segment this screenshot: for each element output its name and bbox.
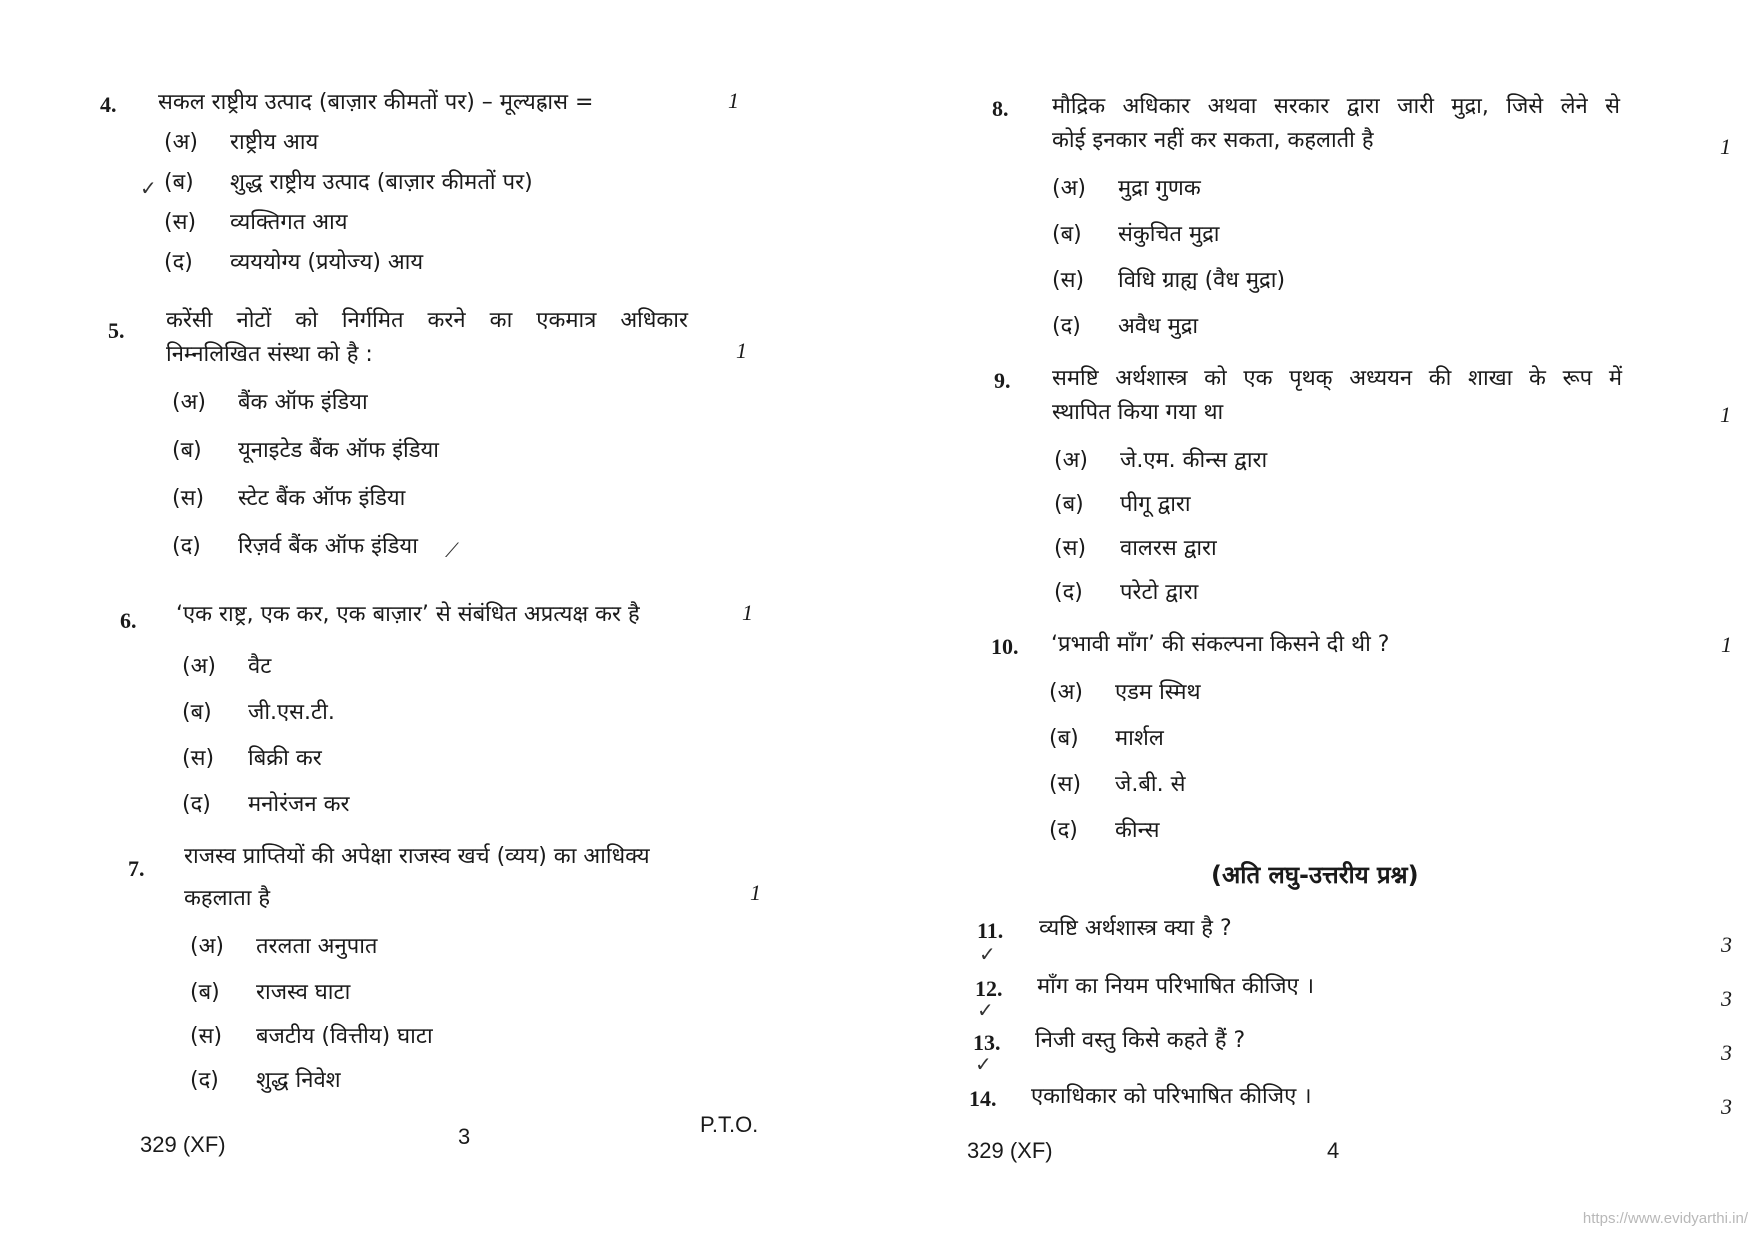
- question-text: माँग का नियम परिभाषित कीजिए ।: [1037, 974, 1315, 999]
- option-a: (अ) जे.एम. कीन्स द्वारा: [1054, 448, 1268, 473]
- option-b: (ब) संकुचित मुद्रा: [1052, 222, 1220, 247]
- question-number: 14.: [969, 1086, 997, 1111]
- option-b: (ब) जी.एस.टी.: [182, 700, 335, 725]
- question-4: [100, 88, 750, 282]
- question-text-line-1: राजस्व प्राप्तियों की अपेक्षा राजस्व खर्च (व्यय) का आधिक्य: [184, 844, 650, 869]
- pto-label: P.T.O.: [700, 1112, 759, 1137]
- question-number: 6.: [120, 608, 137, 633]
- question-text-line-1: मौद्रिक अधिकार अथवा सरकार द्वारा जारी मुद्रा, जिसे लेने से: [1052, 94, 1620, 119]
- tick-mark-icon: ✓: [140, 176, 157, 200]
- marks: 1: [728, 88, 739, 113]
- marks: 1: [750, 880, 761, 905]
- question-8: [992, 94, 1731, 346]
- question-text: व्यष्टि अर्थशास्त्र क्या है ?: [1039, 916, 1232, 941]
- option-c: (स) स्टेट बैंक ऑफ इंडिया: [172, 486, 406, 511]
- question-5: [108, 308, 758, 568]
- marks: 3: [1721, 1094, 1732, 1119]
- question-number: 9.: [994, 368, 1011, 393]
- paper-code: 329 (XF): [140, 1132, 226, 1157]
- option-c: (स) विधि ग्राह्य (वैध मुद्रा): [1052, 268, 1286, 293]
- question-13: [973, 1030, 1733, 1070]
- question-text: निजी वस्तु किसे कहते हैं ?: [1035, 1028, 1246, 1053]
- option-c: (स) जे.बी. से: [1049, 772, 1186, 797]
- question-number: 10.: [991, 634, 1019, 659]
- option-d: (द) शुद्ध निवेश: [190, 1068, 341, 1093]
- option-b: (ब) राजस्व घाटा: [190, 980, 351, 1005]
- option-c: (स) बजटीय (वित्तीय) घाटा: [190, 1024, 433, 1049]
- question-number: 13.: [973, 1030, 1001, 1055]
- option-d: (द) अवैध मुद्रा: [1052, 314, 1199, 339]
- question-14: [969, 1084, 1732, 1126]
- question-11: [977, 918, 1737, 958]
- question-text: सकल राष्ट्रीय उत्पाद (बाज़ार कीमतों पर) – मूल्यह्रास =: [158, 90, 594, 115]
- question-12: [975, 976, 1735, 1016]
- marks: 1: [1721, 632, 1732, 657]
- option-d: (द) कीन्स: [1049, 818, 1160, 843]
- question-6: [120, 600, 760, 818]
- option-a: (अ) एडम स्मिथ: [1049, 680, 1201, 705]
- question-number: 5.: [108, 318, 125, 343]
- option-b: (ब) यूनाइटेड बैंक ऑफ इंडिया: [172, 438, 439, 463]
- question-number: 12.: [975, 976, 1003, 1001]
- option-a: (अ) वैट: [182, 654, 272, 679]
- tick-mark-icon: ✓: [977, 998, 994, 1022]
- option-a: (अ) राष्ट्रीय आय: [164, 130, 319, 155]
- question-7: [128, 844, 768, 1096]
- question-text: ‘एक राष्ट्र, एक कर, एक बाज़ार’ से संबंधित अप्रत्यक्ष कर है: [176, 602, 640, 627]
- option-a: (अ) मुद्रा गुणक: [1052, 176, 1201, 201]
- option-c: (स) वालरस द्वारा: [1054, 536, 1217, 561]
- paper-code: 329 (XF): [967, 1138, 1053, 1163]
- page-number: 3: [458, 1124, 471, 1149]
- marks: 1: [742, 600, 753, 625]
- watermark-url: https://www.evidyarthi.in/: [1582, 1210, 1748, 1227]
- option-b: (ब) शुद्ध राष्ट्रीय उत्पाद (बाज़ार कीमतों पर): [164, 170, 533, 195]
- question-text-line-1: समष्टि अर्थशास्त्र को एक पृथक् अध्ययन की शाखा के रूप में: [1052, 366, 1622, 391]
- marks: 3: [1721, 986, 1732, 1011]
- question-text-line-2: निम्नलिखित संस्था को है :: [166, 342, 373, 367]
- tick-mark-icon: ✓: [975, 1052, 992, 1076]
- marks: 1: [1720, 402, 1731, 427]
- option-d: (द) व्यययोग्य (प्रयोज्य) आय: [164, 250, 424, 275]
- option-d: (द) मनोरंजन कर: [182, 792, 350, 817]
- marks: 3: [1721, 932, 1732, 957]
- question-9: [994, 366, 1731, 618]
- question-text: एकाधिकार को परिभाषित कीजिए ।: [1031, 1084, 1312, 1109]
- question-number: 11.: [977, 918, 1004, 943]
- question-text-line-2: स्थापित किया गया था: [1052, 400, 1224, 425]
- tick-mark-icon: ✓: [979, 942, 996, 966]
- question-text-line-2: कोई इनकार नहीं कर सकता, कहलाती है: [1052, 128, 1374, 153]
- option-d: (द) रिज़र्व बैंक ऑफ इंडिया: [172, 534, 418, 559]
- option-b: (ब) पीगू द्वारा: [1054, 492, 1191, 517]
- marks: 1: [736, 338, 747, 363]
- right-page: [877, 0, 1754, 1241]
- question-number: 7.: [128, 856, 145, 881]
- option-b: (ब) मार्शल: [1049, 726, 1164, 751]
- option-d: (द) परेटो द्वारा: [1054, 580, 1199, 605]
- question-number: 8.: [992, 96, 1009, 121]
- option-c: (स) बिक्री कर: [182, 746, 322, 771]
- option-a: (अ) तरलता अनुपात: [190, 934, 378, 959]
- tick-mark-icon: ⟋: [445, 538, 459, 562]
- question-text-line-1: करेंसी नोटों को निर्गमित करने का एकमात्र अधिकार: [166, 308, 688, 333]
- marks: 1: [1720, 134, 1731, 159]
- question-10: [991, 632, 1732, 844]
- marks: 3: [1721, 1040, 1732, 1065]
- question-number: 4.: [100, 92, 117, 117]
- option-a: (अ) बैंक ऑफ इंडिया: [172, 390, 368, 415]
- question-text-line-2: कहलाता है: [184, 886, 271, 911]
- page-number: 4: [1327, 1138, 1340, 1163]
- section-heading: (अति लघु-उत्तरीय प्रश्न): [1211, 861, 1419, 889]
- question-text: ‘प्रभावी माँग’ की संकल्पना किसने दी थी ?: [1051, 632, 1390, 657]
- option-c: (स) व्यक्तिगत आय: [164, 210, 348, 235]
